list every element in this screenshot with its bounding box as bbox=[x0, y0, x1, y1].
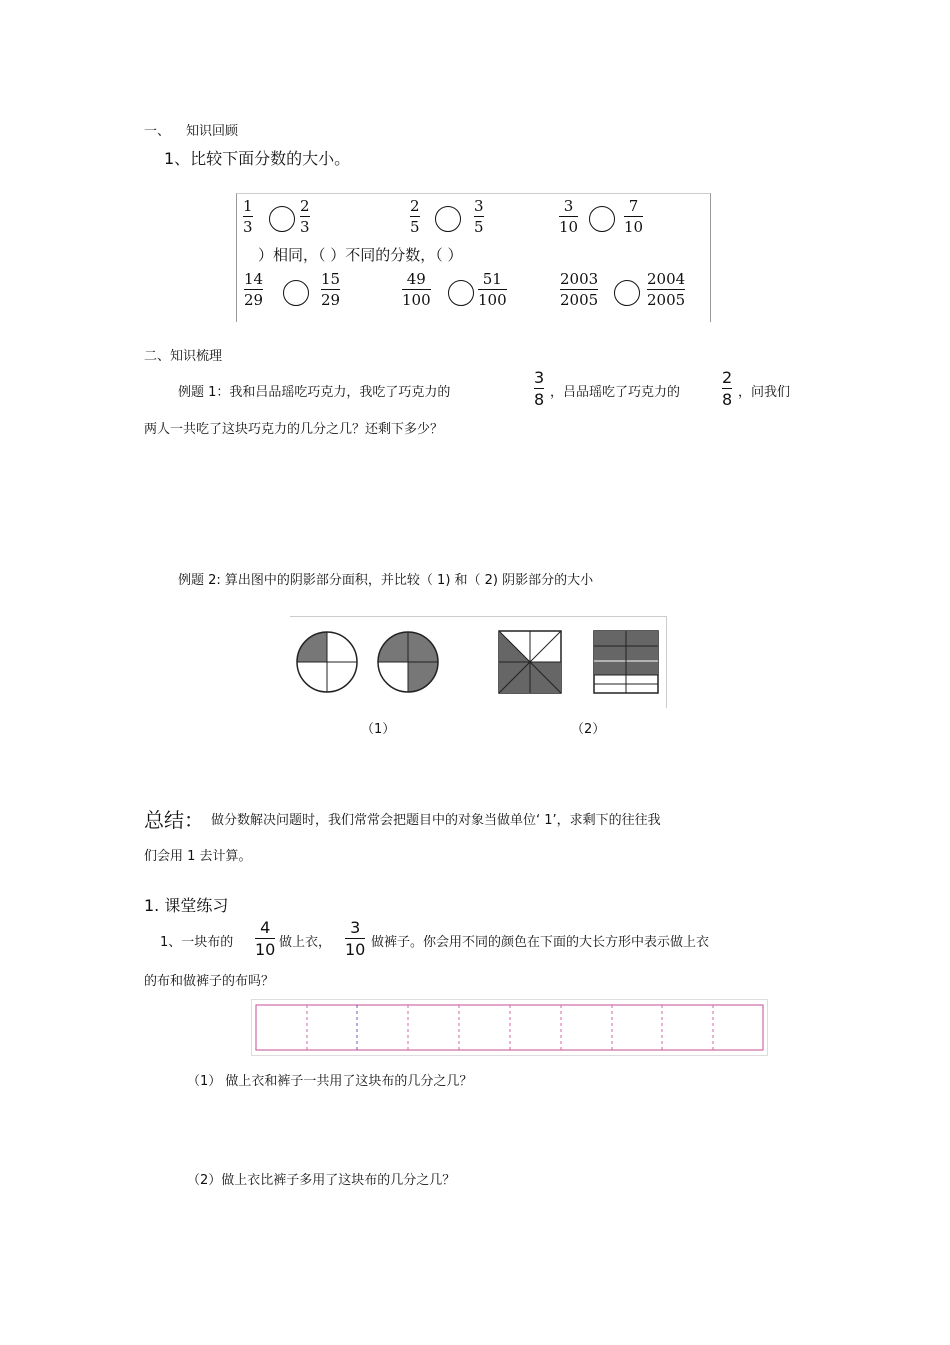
fraction: 7 10 bbox=[624, 197, 644, 236]
sub-question: （2）做上衣比裤子多用了这块布的几分之几？ bbox=[187, 1173, 456, 1188]
section-heading: 知识回顾 bbox=[186, 124, 239, 139]
fill-blank-line: ）相同，（ ）不同的分数，（ ） bbox=[258, 246, 463, 264]
fraction: 3 8 bbox=[534, 368, 545, 409]
example1-text: ，问我们 bbox=[738, 385, 791, 400]
sub-question: （1） 做上衣和裤子一共用了这块布的几分之几？ bbox=[187, 1074, 473, 1089]
section-number: 一、 bbox=[144, 124, 171, 139]
fraction: 2 3 bbox=[300, 197, 310, 236]
compare-circle[interactable] bbox=[614, 280, 640, 306]
compare-circle[interactable] bbox=[283, 280, 309, 306]
fraction: 2004 2005 bbox=[647, 270, 686, 309]
cloth-rectangle[interactable] bbox=[251, 999, 768, 1056]
fraction: 2 8 bbox=[722, 368, 733, 409]
practice-question: 做裤子。你会用不同的颜色在下面的大长方形中表示做上衣 bbox=[371, 935, 710, 950]
fraction: 14 29 bbox=[244, 270, 264, 309]
compare-circle[interactable] bbox=[435, 206, 461, 232]
fraction: 2 5 bbox=[410, 197, 420, 236]
summary-text: 们会用 1 去计算。 bbox=[144, 849, 252, 864]
fraction: 3 10 bbox=[559, 197, 579, 236]
practice-heading: 1. 课堂练习 bbox=[144, 896, 229, 915]
practice-question: 的布和做裤子的布吗？ bbox=[144, 974, 275, 989]
figure-label: （2） bbox=[571, 722, 606, 737]
fraction: 49 100 bbox=[402, 270, 431, 309]
example2-text: 例题 2: 算出图中的阴影部分面积，并比较（ 1) 和（ 2) 阴影部分的大小 bbox=[178, 573, 594, 588]
fraction: 15 29 bbox=[321, 270, 341, 309]
section-heading: 二、知识梳理 bbox=[144, 349, 223, 364]
example1-text: 例题 1：我和吕品瑶吃巧克力，我吃了巧克力的 bbox=[178, 385, 451, 400]
example1-text: 两人一共吃了这块巧克力的几分之几？还剩下多少？ bbox=[144, 422, 444, 437]
fraction: 3 5 bbox=[474, 197, 484, 236]
fraction: 51 100 bbox=[478, 270, 507, 309]
fraction: 2003 2005 bbox=[560, 270, 599, 309]
summary-text: 做分数解决问题时，我们常常会把题目中的对象当做单位‘ 1’，求剩下的往往我 bbox=[211, 813, 661, 828]
compare-circle[interactable] bbox=[448, 280, 474, 306]
example1-text: ，吕品瑶吃了巧克力的 bbox=[550, 385, 681, 400]
practice-question: 1、一块布的 bbox=[160, 935, 234, 950]
practice-question: 做上衣， bbox=[279, 935, 332, 950]
shaded-figure bbox=[290, 616, 667, 708]
compare-circle[interactable] bbox=[589, 206, 615, 232]
summary-title: 总结： bbox=[144, 808, 204, 832]
fraction: 1 3 bbox=[243, 197, 253, 236]
fraction: 4 10 bbox=[255, 918, 276, 959]
fraction: 3 10 bbox=[345, 918, 366, 959]
compare-circle[interactable] bbox=[269, 206, 295, 232]
question-title: 1、比较下面分数的大小。 bbox=[164, 149, 351, 168]
figure-label: （1） bbox=[361, 722, 396, 737]
